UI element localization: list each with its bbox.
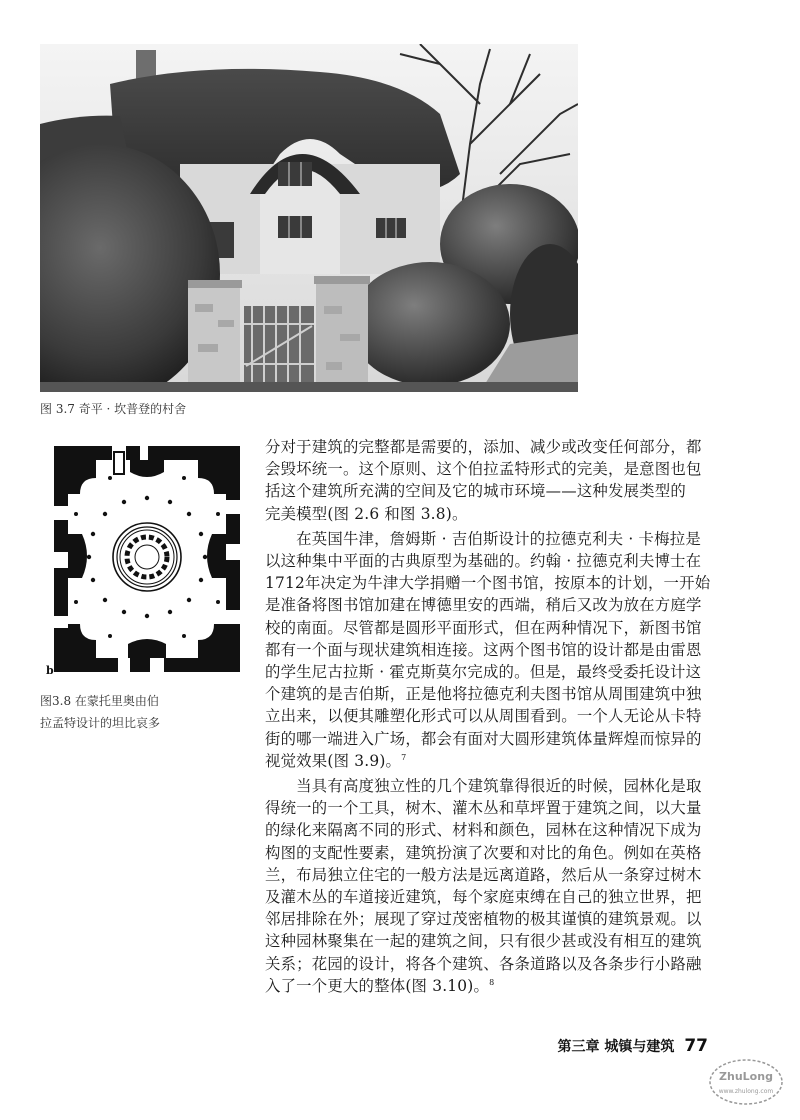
text-line: 个建筑的是吉伯斯，正是他将拉德克利夫图书馆从周围建筑中独 xyxy=(265,685,702,704)
page-number: 77 xyxy=(684,1036,708,1056)
stamp-line-1: ZhuLong xyxy=(719,1070,773,1083)
paragraph-2 xyxy=(265,528,712,772)
text-line: 街的哪一端进入广场，都会有面对大圆形建筑体量辉煌而惊异的 xyxy=(265,729,702,748)
caption-line: 图3.8 在蒙托里奥由伯 xyxy=(40,694,159,708)
text-line: 得统一的一个工具，树木、灌木丛和草坪置于建筑之间，以大量 xyxy=(265,799,702,818)
text-line: 入了一个更大的整体(图 3.10)。 xyxy=(265,976,490,995)
text-line: 会毁坏统一。这个原则、这个伯拉孟特形式的完美，是意图也包 xyxy=(265,460,702,479)
text-line: 这种园林聚集在一起的建筑之间，只有很少甚或没有相互的建筑 xyxy=(265,932,702,951)
text-line: 关系；花园的设计，将各个建筑、各条道路以及各条步行小路融 xyxy=(265,954,702,973)
text-line-last xyxy=(265,750,712,772)
text-line: 视觉效果(图 3.9)。 xyxy=(265,751,402,770)
paragraph-3 xyxy=(265,775,712,997)
text-line-last xyxy=(265,975,712,997)
figure-3-7-caption: 图 3.7 奇平 · 坎普登的村舍 xyxy=(40,402,187,416)
caption-line: 拉孟特设计的坦比哀多 xyxy=(40,716,161,730)
body-text xyxy=(265,436,712,997)
chapter-title: 第三章 城镇与建筑 xyxy=(557,1039,675,1055)
text-line: 的绿化来隔离不同的形式、材料和颜色，园林在这种情况下成为 xyxy=(265,821,702,840)
text-line: 构图的支配性要素，建筑扮演了次要和对比的角色。例如在英格 xyxy=(265,843,702,862)
text-line: 完美模型(图 2.6 和图 3.8)。 xyxy=(265,504,468,523)
cottage-photo xyxy=(40,44,578,392)
text-line: 邻居排除在外；展现了穿过茂密植物的极其谨慎的建筑景观。以 xyxy=(265,910,702,929)
text-line: 在英国牛津，詹姆斯 · 吉伯斯设计的拉德克利夫 · 卡梅拉是 xyxy=(265,529,701,548)
figure-3-8-caption xyxy=(40,690,250,734)
text-line: 立出来，以便其雕塑化形式可以从周围看到。一个人无论从卡特 xyxy=(265,707,702,726)
text-line: 1712年决定为牛津大学捐赠一个图书馆，按原本的计划，一开始 xyxy=(265,574,711,593)
text-line: 都有一个面与现状建筑相连接。这两个图书馆的设计都是由雷恩 xyxy=(265,640,702,659)
watermark-stamp xyxy=(706,1056,786,1108)
text-line: 的学生尼古拉斯 · 霍克斯莫尔完成的。但是，最终受委托设计这 xyxy=(265,663,702,682)
text-line: 分对于建筑的完整都是需要的，添加、减少或改变任何部分，都 xyxy=(265,438,702,456)
text-line: 当具有高度独立性的几个建筑靠得很近的时候，园林化是取 xyxy=(265,777,702,796)
footnote-ref: 7 xyxy=(401,752,407,762)
plan-marker: b xyxy=(46,664,54,676)
text-line: 以这种集中平面的古典原型为基础的。约翰 · 拉德克利夫博士在 xyxy=(265,552,702,571)
text-line: 及灌木丛的车道接近建筑，每个家庭束缚在自己的独立世界，把 xyxy=(265,888,702,907)
page-footer xyxy=(557,1036,708,1056)
paragraph-1 xyxy=(265,436,712,525)
footnote-ref: 8 xyxy=(489,977,495,987)
text-line: 兰，布局独立住宅的一般方法是远离道路，然后从一条穿过树木 xyxy=(265,865,702,884)
text-line: 校的南面。尽管都是圆形平面形式，但在两种情况下，新图书馆 xyxy=(265,618,702,637)
stamp-line-2: www.zhulong.com xyxy=(718,1088,774,1095)
text-line: 括这个建筑所充满的空间及它的城市环境——这种发展类型的 xyxy=(265,482,686,501)
text-line: 是准备将图书馆加建在博德里安的西端，稍后又改为放在方庭学 xyxy=(265,596,702,615)
tempietto-plan-drawing xyxy=(40,438,252,676)
